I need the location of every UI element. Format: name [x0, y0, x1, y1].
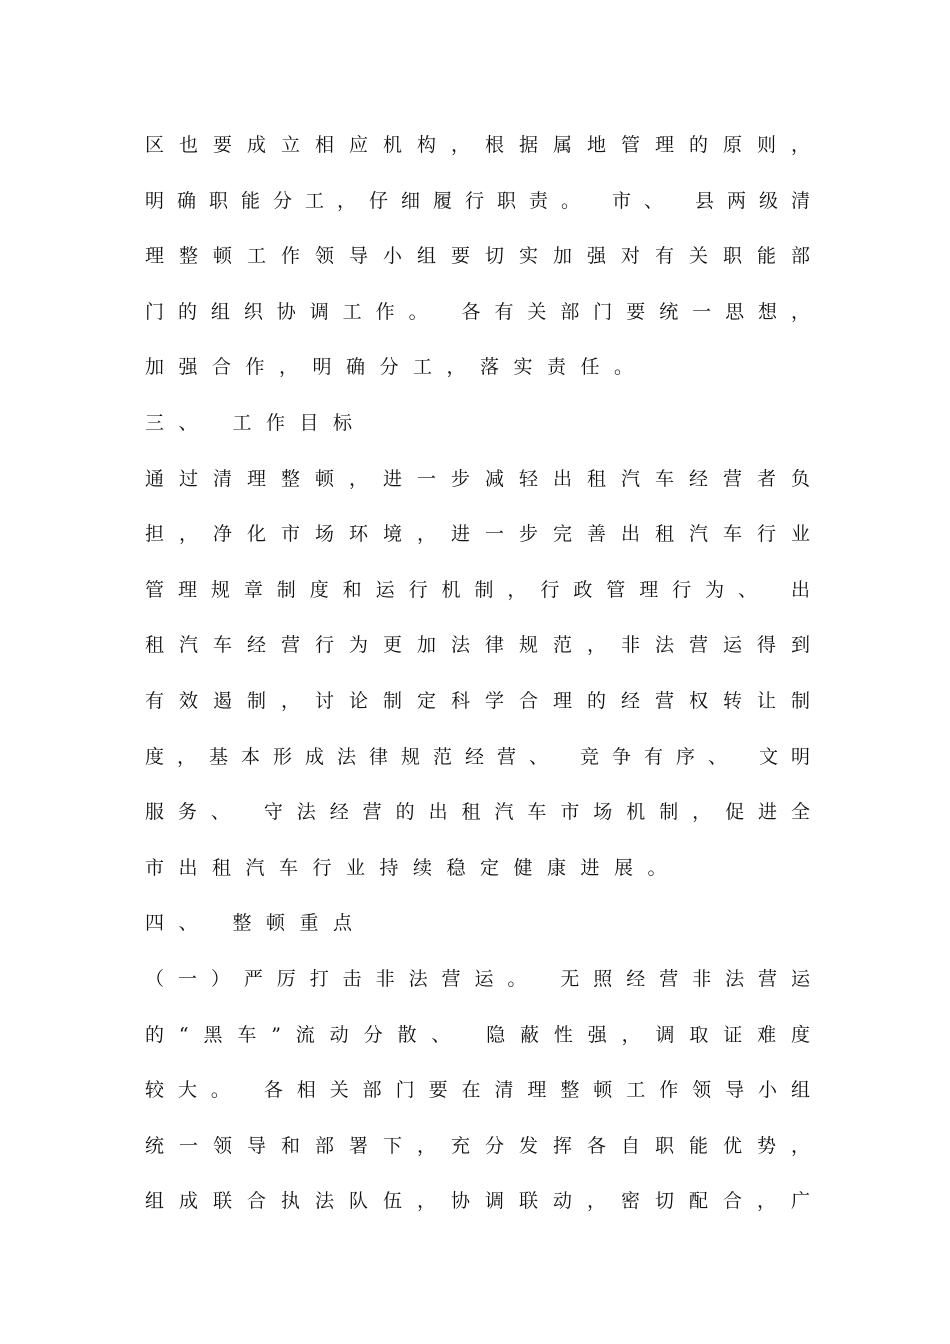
- text-line: 的“黑车”流动分散、 隐蔽性强，调取证难度: [145, 1023, 810, 1046]
- text-line: 市出租汽车行业持续稳定健康进展。: [145, 856, 682, 879]
- text-line: 理整顿工作领导小组要切实加强对有关职能部: [145, 245, 810, 268]
- text-line: 统一领导和部署下，充分发挥各自职能优势，: [145, 1134, 810, 1157]
- text-line: 担，净化市场环境，进一步完善出租汽车行业: [145, 523, 810, 546]
- text-line: （一）严厉打击非法营运。 无照经营非法营运: [145, 967, 810, 990]
- text-line: 通过清理整顿，进一步减轻出租汽车经营者负: [145, 467, 810, 490]
- section-heading: 三、 工作目标: [145, 411, 367, 434]
- section-heading: 四、 整顿重点: [145, 912, 367, 935]
- text-line: 区也要成立相应机构，根据属地管理的原则，: [145, 134, 810, 156]
- text-line: 租汽车经营行为更加法律规范，非法营运得到: [145, 634, 810, 657]
- text-line: 加强合作，明确分工，落实责任。: [145, 356, 648, 379]
- text-line: 较大。 各相关部门要在清理整顿工作领导小组: [145, 1079, 810, 1102]
- text-line: 服务、 守法经营的出租汽车市场机制，促进全: [145, 801, 810, 824]
- text-line: 管理规章制度和运行机制，行政管理行为、 出: [145, 578, 810, 601]
- document-body: [145, 118, 810, 1230]
- text-line: 明确职能分工，仔细履行职责。 市、 县两级清: [145, 189, 810, 212]
- text-line: 门的组织协调工作。 各有关部门要统一思想，: [145, 300, 810, 323]
- text-line: 度，基本形成法律规范经营、 竞争有序、 文明: [145, 745, 810, 768]
- text-line: 有效遏制，讨论制定科学合理的经营权转让制: [145, 689, 810, 712]
- text-line: 组成联合执法队伍，协调联动，密切配合，广: [145, 1190, 810, 1213]
